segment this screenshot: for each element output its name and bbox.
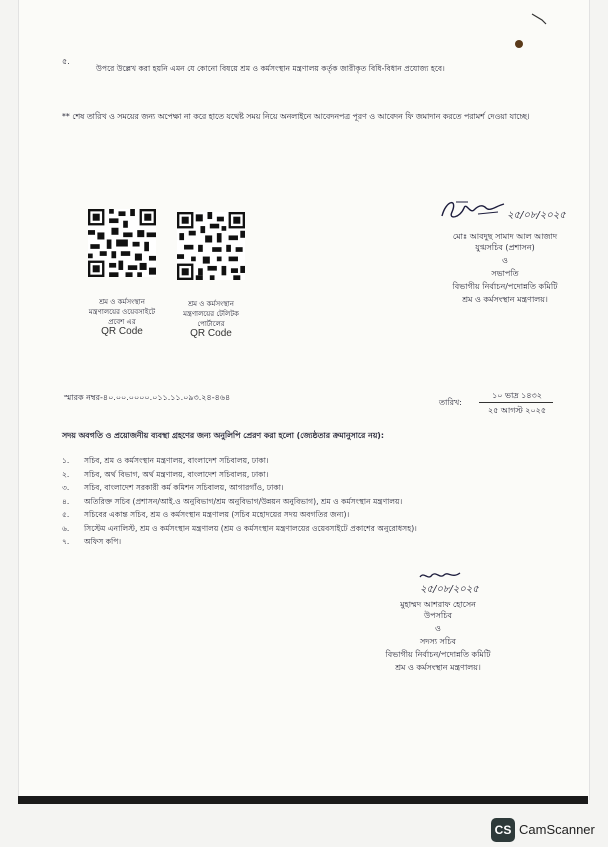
- memo-date-english: ২৫ আগস্ট ২০২৫: [487, 406, 547, 415]
- qr-label-teletalk: QR Code: [190, 328, 232, 339]
- signature-2-icon: [418, 569, 462, 583]
- memo-date-bangla: ১০ ভাদ্র ১৪৩২: [492, 391, 542, 400]
- item-5-number: ৫.: [62, 57, 70, 66]
- date-divider: [479, 402, 553, 403]
- signature-1-date: ২৫/০৮/২০২৫: [507, 210, 566, 221]
- memo-number: স্মারক নম্বর-৪০.০০.০০০০.০১১.১১.০৯৩.২৪-৪৬৪: [64, 393, 231, 402]
- qr-caption-teletalk: শ্রম ও কর্মসংস্থান মন্ত্রণালয়ের টেলিটক পোর্টালের QR Code: [161, 299, 261, 339]
- signature-2-date: ২৫/০৮/২০২৫: [420, 584, 479, 595]
- qr-label-website: QR Code: [101, 326, 143, 337]
- distribution-item: ৬. সিস্টেম এনালিস্ট, শ্রম ও কর্মসংস্থান মন্ত্রণালয় (শ্রম ও কর্মসংস্থান মন্ত্রণালয়ের ওয়েবসাইটে প্রকাশের অনুরোধসহ)।: [62, 523, 417, 533]
- memo-date-label: তারিখ:: [439, 398, 462, 407]
- qr-code-website-icon[interactable]: [88, 209, 156, 277]
- distribution-heading: সদয় অবগতি ও প্রয়োজনীয় ব্যবস্থা গ্রহণের জন্য অনুলিপি প্রেরণ করা হলো (জ্যেষ্ঠতার ক্রমানুসারে নয়):: [62, 431, 384, 440]
- distribution-item: ৪. অতিরিক্ত সচিব (প্রশাসন/আই.ও অনুবিভাগ/শ্রম অনুবিভাগ/উন্নয়ন অনুবিভাগ), শ্রম ও কর্মসংস্থান মন্ত্রণালয়।: [62, 496, 403, 506]
- qr-caption-website: শ্রম ও কর্মসংস্থান মন্ত্রণালয়ের ওয়েবসাইটে প্রবেশ এর QR Code: [72, 297, 172, 337]
- signatory-1-block: মোঃ আবদুছ সামাদ আল আজাদ যুগ্মসচিব (প্রশাসন) ও সভাপতি বিভাগীয় নির্বাচন/পদোন্নতি কমিটি শ্রম ও কর্মসংস্থান মন্ত্রণালয়।: [452, 232, 558, 304]
- item-5-text: উপরে উল্লেখ করা হয়নি এমন যে কোনো বিষয়ে শ্রম ও কর্মসংস্থান মন্ত্রণালয় কর্তৃক জারীকৃত বিধি-বিধান প্রযোজ্য হবে।: [96, 64, 445, 73]
- distribution-item: ১. সচিব, শ্রম ও কর্মসংস্থান মন্ত্রণালয়, বাংলাদেশ সচিবালয়, ঢাকা।: [62, 456, 269, 465]
- scan-mark-icon: [528, 10, 568, 52]
- signatory-2-block: মুহাম্মদ আশরাফ হোসেন উপসচিব ও সদস্য সচিব বিভাগীয় নির্বাচন/পদোন্নতি কমিটি শ্রম ও কর্মসংস্থান মন্ত্রণালয়।: [385, 600, 491, 672]
- camscanner-logo: CS: [491, 818, 515, 842]
- camscanner-label: CamScanner: [519, 822, 595, 837]
- qr-code-teletalk-icon[interactable]: [177, 212, 245, 280]
- distribution-item: ৩. সচিব, বাংলাদেশ সরকারী কর্ম কমিশন সচিবালয়, আগারগাঁও, ঢাকা।: [62, 483, 284, 492]
- page-bottom-edge: [18, 796, 588, 804]
- distribution-item: ৭. অফিস কপি।: [62, 537, 122, 546]
- note-paragraph: ** শেষ তারিখ ও সময়ের জন্য অপেক্ষা না করে হাতে যথেষ্ট সময় নিয়ে অনলাইনে আবেদনপত্র পূরণ ও আবেদন ফি জমাদান করতে পরামর্শ দেওয়া যাচ্ছে।: [62, 112, 530, 121]
- distribution-item: ৫. সচিবের একান্ত সচিব, শ্রম ও কর্মসংস্থান মন্ত্রণালয় (সচিব মহোদয়ের সদয় অবগতির জন্য)।: [62, 510, 350, 519]
- signature-1-icon: [438, 196, 508, 226]
- punch-hole-icon: [515, 40, 523, 48]
- distribution-item: ২. সচিব, অর্থ বিভাগ, অর্থ মন্ত্রণালয়, বাংলাদেশ সচিবালয়, ঢাকা।: [62, 469, 269, 479]
- distribution-list: [62, 455, 417, 550]
